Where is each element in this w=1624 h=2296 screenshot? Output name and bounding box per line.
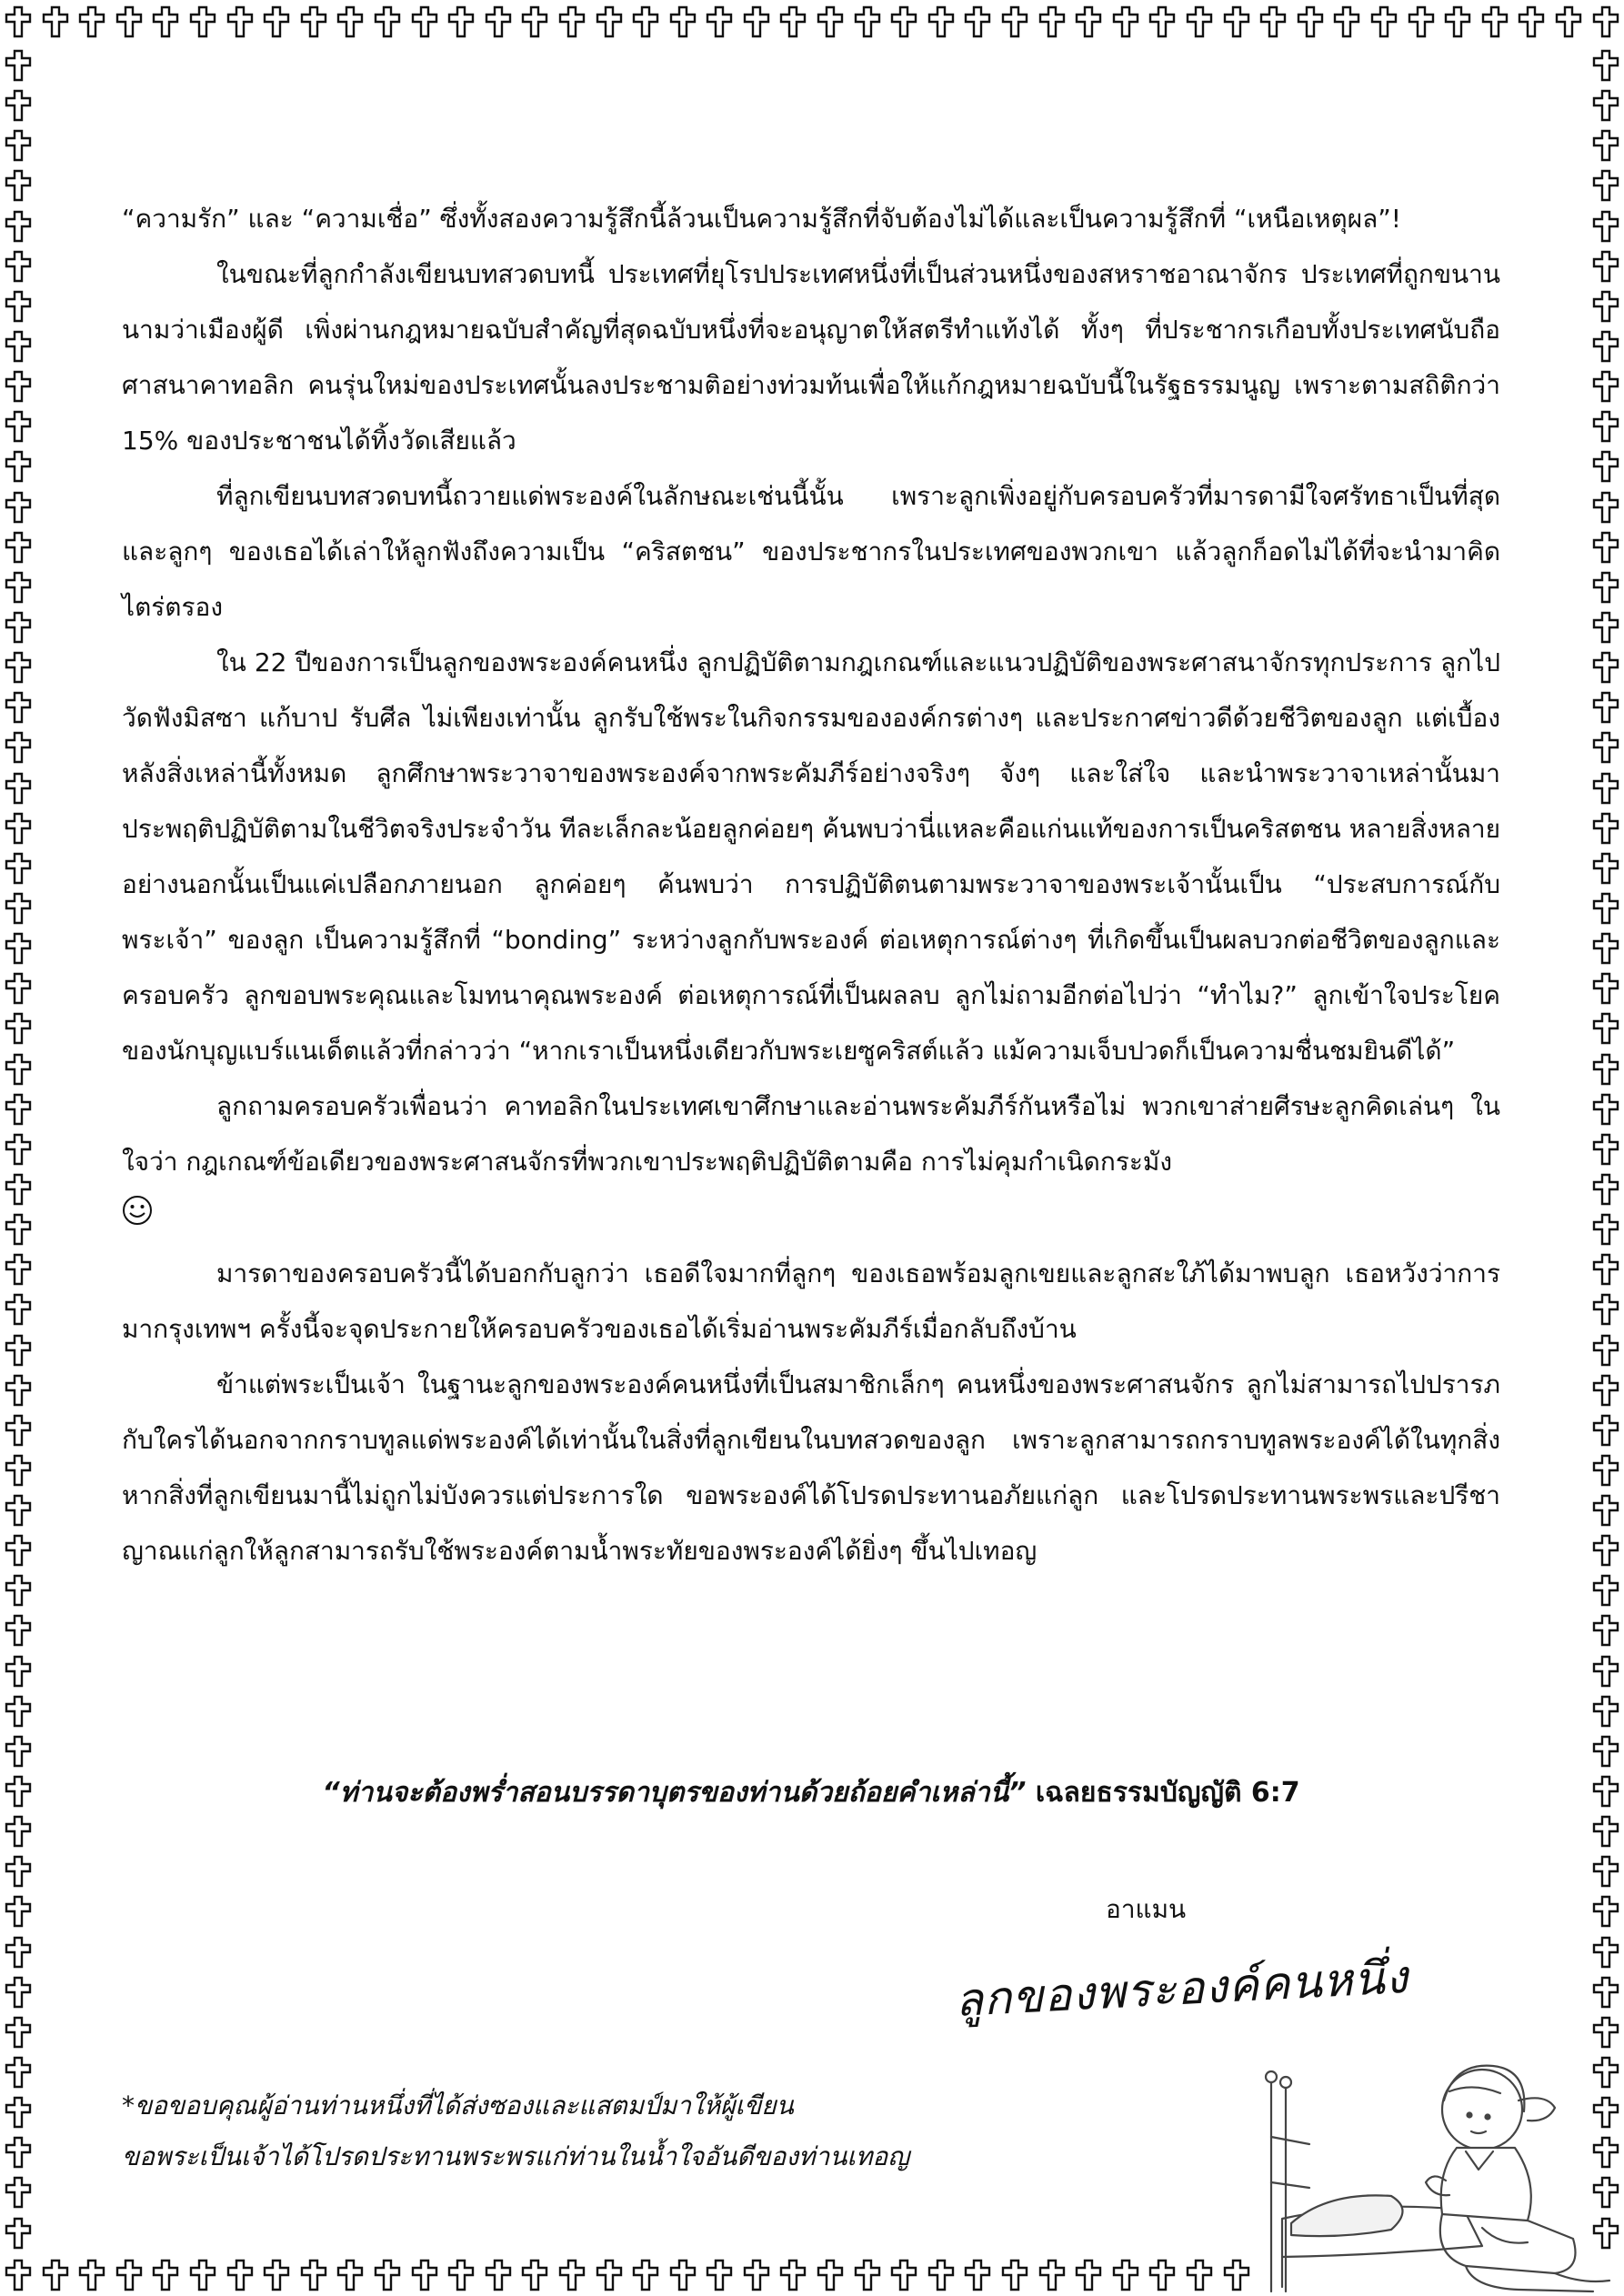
- cross-icon: [1591, 1775, 1620, 1808]
- cross-icon: [41, 5, 70, 38]
- cross-icon: [4, 571, 33, 604]
- cross-icon: [1591, 1213, 1620, 1246]
- cross-icon: [1591, 330, 1620, 363]
- cross-icon: [299, 5, 328, 38]
- cross-icon: [4, 892, 33, 925]
- quote-reference: เฉลยธรรมบัญญัติ 6:7: [1035, 1777, 1300, 1809]
- cross-icon: [853, 2259, 882, 2291]
- cross-icon: [1148, 2259, 1177, 2291]
- cross-icon: [4, 89, 33, 122]
- cross-icon: [1591, 1414, 1620, 1447]
- cross-icon: [520, 5, 549, 38]
- cross-icon: [1591, 772, 1620, 805]
- cross-icon: [1591, 691, 1620, 724]
- cross-icon: [1591, 892, 1620, 925]
- cross-icon: [1296, 5, 1325, 38]
- cross-icon: [1074, 2259, 1103, 2291]
- cross-icon: [4, 972, 33, 1005]
- cross-icon: [4, 450, 33, 483]
- cross-icon: [520, 2259, 549, 2291]
- cross-icon: [1591, 129, 1620, 162]
- cross-icon: [4, 1173, 33, 1206]
- cross-icon: [4, 210, 33, 243]
- smiley-icon: [122, 1195, 153, 1226]
- footnote-line-1: *ขอขอบคุณผู้อ่านท่านหนึ่งที่ได้ส่งซองและแสตมป์มาให้ผู้เขียน: [122, 2090, 794, 2121]
- cross-icon: [4, 250, 33, 283]
- paragraph-question: ลูกถามครอบครัวเพื่อนว่า คาทอลิกในประเทศเขาศึกษาและอ่านพระคัมภีร์กันหรือไม่ พวกเขาส่ายศีรษะลูกคิดเล่นๆ ในใจว่า กฎเกณฑ์ข้อเดียวของพระศาสนจักรที่พวกเขาประพฤติปฏิบัติตามคือ การไม่คุมกำเนิดกระมัง: [122, 1091, 1500, 1177]
- handwritten-signature: ลูกของพระองค์คนหนึ่ง: [953, 1950, 1410, 2028]
- cross-icon: [668, 5, 697, 38]
- cross-icon: [4, 1414, 33, 1447]
- cross-icon: [1591, 1895, 1620, 1928]
- cross-icon: [1591, 1093, 1620, 1126]
- cross-icon: [595, 5, 624, 38]
- cross-icon: [1591, 290, 1620, 323]
- cross-border-left: [4, 49, 33, 2250]
- cross-icon: [1074, 5, 1103, 38]
- cross-icon: [4, 1494, 33, 1527]
- cross-icon: [4, 169, 33, 202]
- cross-icon: [373, 2259, 402, 2291]
- cross-icon: [262, 5, 291, 38]
- paragraph-intro: “ความรัก” และ “ความเชื่อ” ซึ่งทั้งสองความรู้สึกนี้ล้วนเป็นความรู้สึกที่จับต้องไม่ได้และเป็นความรู้สึกที่ “เหนือเหตุผล”!: [122, 204, 1401, 234]
- cross-icon: [631, 2259, 660, 2291]
- cross-icon: [4, 852, 33, 885]
- cross-icon: [816, 5, 845, 38]
- cross-icon: [889, 2259, 918, 2291]
- cross-icon: [557, 2259, 586, 2291]
- cross-icon: [1038, 5, 1067, 38]
- cross-icon: [4, 651, 33, 684]
- cross-icon: [1591, 1334, 1620, 1367]
- cross-icon: [4, 611, 33, 644]
- cross-icon: [77, 2259, 106, 2291]
- cross-icon: [1591, 1133, 1620, 1166]
- cross-icon: [4, 1454, 33, 1487]
- cross-icon: [1480, 5, 1509, 38]
- cross-icon: [4, 1735, 33, 1768]
- cross-icon: [1185, 2259, 1214, 2291]
- cross-icon: [1332, 5, 1361, 38]
- cross-icon: [4, 1655, 33, 1688]
- cross-icon: [1185, 5, 1214, 38]
- cross-icon: [1591, 1534, 1620, 1567]
- cross-icon: [1148, 5, 1177, 38]
- cross-icon: [1591, 1173, 1620, 1206]
- cross-icon: [1591, 450, 1620, 483]
- quote-text: “ท่านจะต้องพร่ำสอนบรรดาบุตรของท่านด้วยถ้อยคำเหล่านี้”: [322, 1777, 1027, 1809]
- cross-icon: [115, 5, 144, 38]
- cross-icon: [4, 772, 33, 805]
- cross-icon: [188, 2259, 217, 2291]
- cross-icon: [4, 1334, 33, 1367]
- cross-icon: [963, 2259, 992, 2291]
- cross-icon: [4, 1976, 33, 2009]
- smiley-line: [122, 1191, 1500, 1228]
- cross-icon: [4, 2016, 33, 2049]
- cross-border-bottom: [4, 2259, 1251, 2291]
- cross-icon: [1111, 2259, 1140, 2291]
- cross-icon: [1591, 5, 1620, 38]
- cross-icon: [1591, 611, 1620, 644]
- cross-icon: [1258, 5, 1288, 38]
- cross-icon: [1591, 1253, 1620, 1286]
- cross-icon: [1591, 1374, 1620, 1407]
- cross-icon: [4, 1093, 33, 1126]
- paragraph-family: ที่ลูกเขียนบทสวดบทนี้ถวายแด่พระองค์ในลักษณะเช่นนี้นั้น เพราะลูกเพิ่งอยู่กับครอบครัวที่มารดามีใจศรัทธาเป็นที่สุด และลูกๆ ของเธอได้เล่าให้ลูกฟังถึงความเป็น “คริสตชน” ของประชากรในประเทศของพวกเขา แล้วลูกก็อดไม่ได้ที่จะนำมาคิดไตร่ตรอง: [122, 481, 1500, 622]
- cross-icon: [115, 2259, 144, 2291]
- paragraph-prayer: ข้าแต่พระเป็นเจ้า ในฐานะลูกของพระองค์คนหนึ่งที่เป็นสมาชิกเล็กๆ คนหนึ่งของพระศาสนจักร ลูกไม่สามารถไปปรารภกับใครได้นอกจากกราบทูลแด่พระองค์ได้เท่านั้นในสิ่งที่ลูกเขียนในบทสวดของลูก เพราะลูกสามารถกราบทูลพระองค์ได้ในทุกสิ่ง หากสิ่งที่ลูกเขียนมานี้ไม่ถูกไม่บังควรแต่ประการใด ขอพระองค์ได้โปรดประทานอภัยแก่ลูก และโปรดประทานพระพรและปรีชาญาณแก่ลูกให้ลูกสามารถรับใช้พระองค์ตามน้ำพระทัยของพระองค์ได้ยิ่งๆ ขึ้นไปเทอญ: [122, 1369, 1500, 1566]
- footnote-line-2: ขอพระเป็นเจ้าได้โปรดประทานพระพรแก่ท่านในน้ำใจอันดีของท่านเทอญ: [122, 2141, 910, 2171]
- cross-icon: [631, 5, 660, 38]
- cross-icon: [927, 2259, 956, 2291]
- cross-icon: [1591, 972, 1620, 1005]
- cross-icon: [336, 5, 365, 38]
- cross-icon: [1443, 5, 1472, 38]
- cross-icon: [1222, 5, 1251, 38]
- cross-border-right: [1591, 49, 1620, 2250]
- cross-icon: [4, 2056, 33, 2089]
- cross-icon: [4, 1012, 33, 1045]
- cross-icon: [1369, 5, 1398, 38]
- cross-icon: [151, 5, 180, 38]
- footnote: [122, 2080, 909, 2182]
- cross-icon: [446, 5, 476, 38]
- cross-icon: [336, 2259, 365, 2291]
- cross-icon: [778, 5, 807, 38]
- cross-icon: [4, 1574, 33, 1607]
- cross-icon: [4, 129, 33, 162]
- cross-icon: [4, 1293, 33, 1326]
- cross-icon: [1591, 370, 1620, 403]
- cross-icon: [4, 410, 33, 443]
- cross-icon: [1591, 1574, 1620, 1607]
- cross-icon: [1591, 491, 1620, 524]
- cross-icon: [4, 1695, 33, 1728]
- praying-child-drawing: [1255, 2028, 1619, 2296]
- paragraph-experience: ใน 22 ปีของการเป็นลูกของพระองค์คนหนึ่ง ลูกปฏิบัติตามกฎเกณฑ์และแนวปฏิบัติของพระศาสนาจักรทุกประการ ลูกไปวัดฟังมิสซา แก้บาป รับศีล ไม่เพียงเท่านั้น ลูกรับใช้พระในกิจกรรมขององค์กรต่างๆ และประกาศข่าวดีด้วยชีวิตของลูก แต่เบื้องหลังสิ่งเหล่านี้ทั้งหมด ลูกศึกษาพระวาจาของพระองค์จากพระคัมภีร์อย่างจริงๆ จังๆ และใส่ใจ และนำพระวาจาเหล่านั้นมาประพฤติปฏิบัติตามในชีวิตจริงประจำวัน ทีละเล็กละน้อยลูกค่อยๆ ค้นพบว่านี่แหละคือแก่นแท้ของการเป็นคริสตชน หลายสิ่งหลายอย่างนอกนั้นเป็นแค่เปลือกภายนอก ลูกค่อยๆ ค้นพบว่า การปฏิบัติตนตามพระวาจาของพระเจ้านั้นเป็น “ประสบการณ์กับพระเจ้า” ของลูก เป็นความรู้สึกที่ “bonding” ระหว่างลูกกับพระองค์ ต่อเหตุการณ์ต่างๆ ที่เกิดขึ้นเป็นผลบวกต่อชีวิตของลูกและครอบครัว ลูกขอบพระคุณและโมทนาคุณพระองค์ ต่อเหตุการณ์ที่เป็นผลลบ ลูกไม่ถามอีกต่อไปว่า “ทำไม?” ลูกเข้าใจประโยคของนักบุญแบร์แนเด็ตแล้วที่กล่าวว่า “หากเราเป็นหนึ่งเดียวกับพระเยซูคริสต์แล้ว แม้ความเจ็บปวดก็เป็นความชื่นชมยินดีได้”: [122, 647, 1500, 1066]
- cross-icon: [4, 531, 33, 564]
- cross-icon: [4, 812, 33, 845]
- cross-icon: [4, 1936, 33, 1969]
- cross-icon: [4, 2259, 33, 2291]
- cross-icon: [4, 2096, 33, 2129]
- cross-icon: [1591, 812, 1620, 845]
- cross-icon: [1554, 5, 1583, 38]
- cross-icon: [1517, 5, 1546, 38]
- cross-icon: [299, 2259, 328, 2291]
- cross-icon: [4, 1253, 33, 1286]
- cross-icon: [1591, 531, 1620, 564]
- closing-amen: อาแมน: [1106, 1894, 1187, 1924]
- cross-icon: [4, 5, 33, 38]
- cross-icon: [4, 49, 33, 82]
- cross-icon: [816, 2259, 845, 2291]
- cross-icon: [188, 5, 217, 38]
- cross-icon: [1591, 571, 1620, 604]
- cross-icon: [1591, 210, 1620, 243]
- cross-icon: [705, 5, 734, 38]
- cross-icon: [1222, 2259, 1251, 2291]
- cross-icon: [373, 5, 402, 38]
- cross-icon: [1591, 731, 1620, 764]
- cross-icon: [1000, 2259, 1029, 2291]
- cross-icon: [1111, 5, 1140, 38]
- cross-icon: [4, 1133, 33, 1166]
- cross-icon: [4, 1374, 33, 1407]
- cross-icon: [963, 5, 992, 38]
- cross-icon: [1591, 932, 1620, 965]
- cross-icon: [1591, 250, 1620, 283]
- cross-icon: [557, 5, 586, 38]
- paragraph-mother: มารดาของครอบครัวนี้ได้บอกกับลูกว่า เธอดีใจมากที่ลูกๆ ของเธอพร้อมลูกเขยและลูกสะใภ้ได้มาพบลูก เธอหวังว่าการมากรุงเทพฯ ครั้งนี้จะจุดประกายให้ครอบครัวของเธอได้เริ่มอ่านพระคัมภีร์เมื่อกลับถึงบ้าน: [122, 1258, 1500, 1344]
- cross-icon: [927, 5, 956, 38]
- cross-icon: [742, 5, 771, 38]
- cross-icon: [1591, 89, 1620, 122]
- cross-icon: [4, 691, 33, 724]
- cross-icon: [446, 2259, 476, 2291]
- cross-icon: [4, 370, 33, 403]
- cross-icon: [1038, 2259, 1067, 2291]
- cross-icon: [1000, 5, 1029, 38]
- cross-icon: [1591, 1976, 1620, 2009]
- cross-icon: [1407, 5, 1436, 38]
- cross-icon: [1591, 1735, 1620, 1768]
- cross-icon: [705, 2259, 734, 2291]
- cross-icon: [4, 330, 33, 363]
- cross-icon: [4, 1815, 33, 1848]
- cross-icon: [4, 1213, 33, 1246]
- cross-icon: [226, 2259, 255, 2291]
- cross-icon: [1591, 1494, 1620, 1527]
- cross-icon: [595, 2259, 624, 2291]
- cross-icon: [1591, 1695, 1620, 1728]
- prayer-body: [122, 191, 1500, 1579]
- cross-icon: [4, 491, 33, 524]
- cross-icon: [4, 2217, 33, 2250]
- scripture-quote: [122, 1771, 1500, 1814]
- cross-icon: [1591, 1655, 1620, 1688]
- cross-icon: [1591, 1614, 1620, 1647]
- cross-icon: [4, 290, 33, 323]
- cross-icon: [742, 2259, 771, 2291]
- cross-icon: [1591, 1454, 1620, 1487]
- cross-icon: [668, 2259, 697, 2291]
- cross-icon: [4, 932, 33, 965]
- cross-icon: [1591, 49, 1620, 82]
- cross-icon: [41, 2259, 70, 2291]
- cross-icon: [1591, 1936, 1620, 1969]
- cross-icon: [1591, 651, 1620, 684]
- cross-icon: [1591, 1012, 1620, 1045]
- cross-icon: [1591, 1855, 1620, 1888]
- cross-icon: [410, 5, 439, 38]
- cross-icon: [1591, 410, 1620, 443]
- cross-icon: [1591, 852, 1620, 885]
- cross-icon: [1591, 169, 1620, 202]
- paragraph-law: ในขณะที่ลูกกำลังเขียนบทสวดบทนี้ ประเทศที่ยุโรปประเทศหนึ่งที่เป็นส่วนหนึ่งของสหราชอาณาจักร ประเทศที่ถูกขนานนามว่าเมืองผู้ดี เพิ่งผ่านกฎหมายฉบับสำคัญที่สุดฉบับหนึ่งที่จะอนุญาตให้สตรีทำแท้งได้ ทั้งๆ ที่ประชากรเกือบทั้งประเทศนับถือศาสนาคาทอลิก คนรุ่นใหม่ของประเทศนั้นลงประชามติอย่างท่วมท้นเพื่อให้แก้กฎหมายฉบับนี้ในรัฐธรรมนูญ เพราะตามสถิติกว่า 15% ของประชาชนได้ทิ้งวัดเสียแล้ว: [122, 259, 1500, 456]
- cross-icon: [410, 2259, 439, 2291]
- cross-icon: [151, 2259, 180, 2291]
- cross-icon: [4, 1895, 33, 1928]
- cross-icon: [77, 5, 106, 38]
- cross-icon: [4, 1614, 33, 1647]
- cross-icon: [4, 1775, 33, 1808]
- cross-icon: [1591, 1053, 1620, 1086]
- cross-icon: [4, 2136, 33, 2169]
- cross-icon: [1591, 1815, 1620, 1848]
- cross-icon: [778, 2259, 807, 2291]
- cross-icon: [4, 1053, 33, 1086]
- cross-icon: [1591, 1293, 1620, 1326]
- cross-icon: [889, 5, 918, 38]
- cross-icon: [4, 2176, 33, 2209]
- cross-icon: [853, 5, 882, 38]
- cross-icon: [262, 2259, 291, 2291]
- cross-icon: [4, 1534, 33, 1567]
- cross-icon: [226, 5, 255, 38]
- cross-icon: [484, 2259, 513, 2291]
- cross-border-top: [4, 5, 1620, 38]
- cross-icon: [484, 5, 513, 38]
- cross-icon: [4, 731, 33, 764]
- cross-icon: [4, 1855, 33, 1888]
